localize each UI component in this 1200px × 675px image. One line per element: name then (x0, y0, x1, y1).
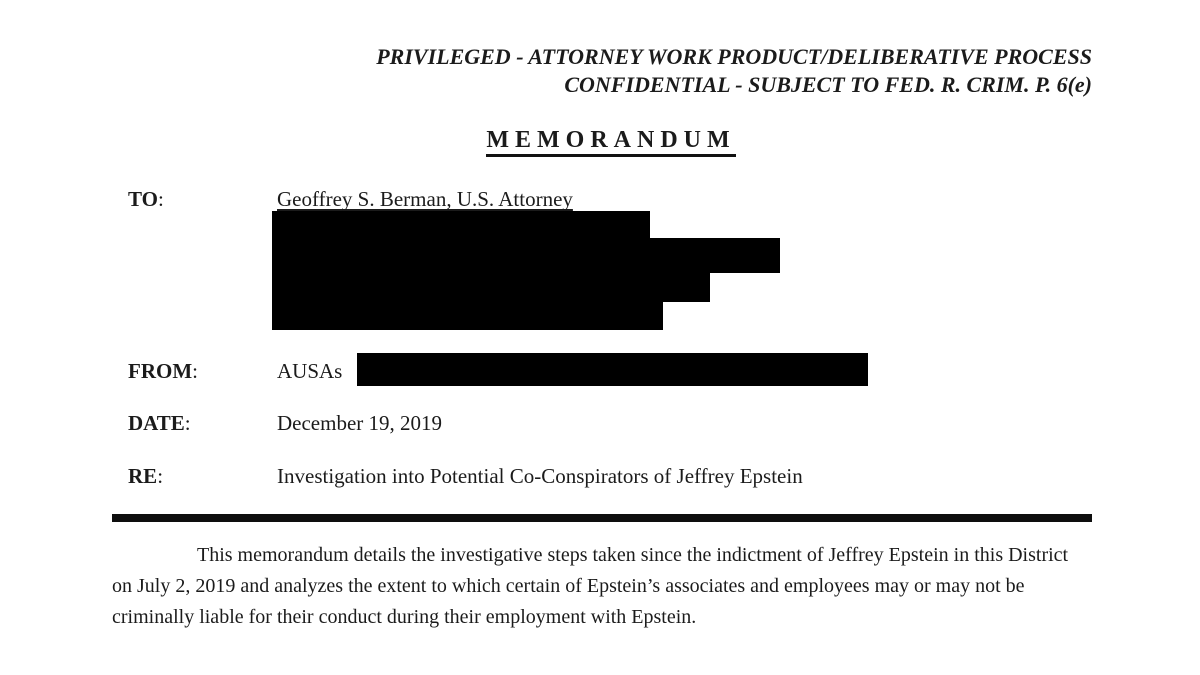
classification-line-2: CONFIDENTIAL - SUBJECT TO FED. R. CRIM. P. 6(e) (564, 72, 1092, 97)
memo-title: MEMORANDUM (486, 127, 735, 157)
field-value-from: AUSAs (277, 359, 343, 383)
separator-rule (112, 514, 1092, 522)
redaction-block-to-line-2 (272, 238, 780, 273)
field-colon-date: : (184, 411, 191, 435)
field-row-re (128, 463, 803, 489)
redaction-block-to-line-3 (272, 272, 710, 302)
field-row-from (128, 358, 343, 384)
field-colon-re: : (157, 464, 164, 488)
classification-line-1: PRIVILEGED - ATTORNEY WORK PRODUCT/DELIBERATIVE PROCESS (376, 44, 1092, 69)
redaction-block-to-line-1 (272, 211, 650, 239)
field-label-from: FROM (128, 359, 193, 383)
field-colon-to: : (157, 187, 164, 211)
field-label-to: TO (128, 187, 158, 211)
field-value-to: Geoffrey S. Berman, U.S. Attorney (277, 187, 573, 211)
field-row-date (128, 410, 443, 436)
field-label-date: DATE (128, 411, 185, 435)
field-value-re: Investigation into Potential Co-Conspirators of Jeffrey Epstein (277, 464, 803, 488)
redaction-block-from (357, 353, 868, 386)
classification-header (112, 43, 1092, 99)
field-value-date: December 19, 2019 (277, 411, 443, 435)
memo-title-wrap (0, 127, 1200, 157)
redaction-block-to-line-4 (272, 301, 663, 330)
body-paragraph: This memorandum details the investigative steps taken since the indictment of Jeffrey Epstein in this District on July 2, 2019 and analyzes the extent to which certain of Epstein’s associates and employees may or may not be criminally liable for their conduct during their employment with Epstein. (112, 544, 1069, 628)
field-label-re: RE (128, 464, 158, 488)
field-row-to (128, 186, 573, 212)
field-colon-from: : (192, 359, 198, 383)
